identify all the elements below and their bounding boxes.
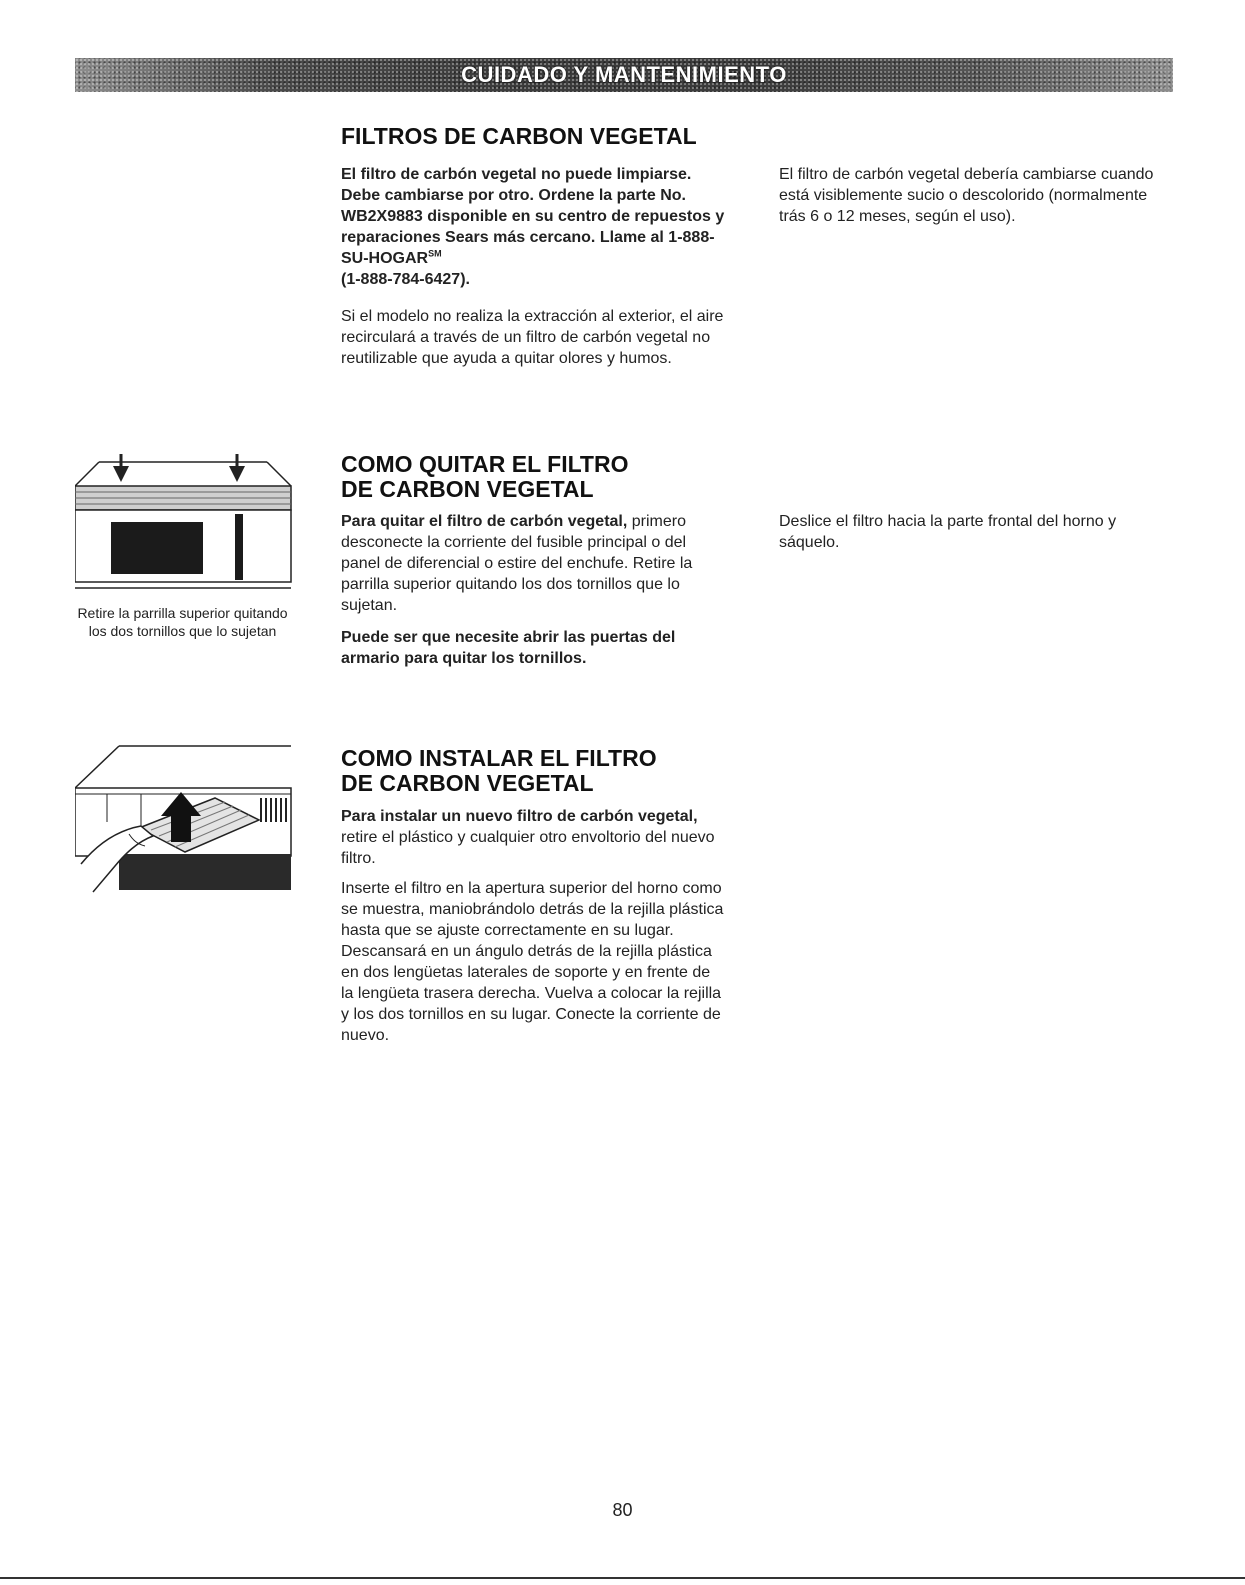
remove-grille-illustration xyxy=(75,452,297,598)
remove-filter-instructions: primero desconecte la corriente del fusible principal o del panel de diferencial o estire del enchufe. Retire la parrilla superior quitando los dos tornillos que lo sujetan. xyxy=(341,513,693,614)
filters-bold-text: El filtro de carbón vegetal no puede limpiarse. Debe cambiarse por otro. Ordene la parte No. WB2X9883 disponible en su centro de repuestos y reparaciones Sears más cercano. Llame al 1-888-SU-HOGAR xyxy=(341,166,725,267)
page-number: 80 xyxy=(612,1500,633,1520)
remove-filter-heading-line1: COMO QUITAR EL FILTRO xyxy=(341,451,629,477)
slide-filter-note: Deslice el filtro hacia la parte frontal del horno y sáquelo. xyxy=(779,513,1117,551)
filters-paragraph: Si el modelo no realiza la extracción al exterior, el aire recirculará a través de un filtro de carbón vegetal no reutilizable que ayuda a quitar olores y humos. xyxy=(341,308,724,367)
filters-phone-number: (1-888-784-6427). xyxy=(341,271,470,288)
remove-filter-cabinet-note: Puede ser que necesite abrir las puertas del armario para quitar los tornillos. xyxy=(341,629,676,667)
install-filter-heading xyxy=(341,746,761,796)
filters-replace-note: El filtro de carbón vegetal debería cambiarse cuando está visiblemente sucio o descolorido (normalmente trás 6 o 12 meses, según el uso). xyxy=(779,166,1154,225)
section-header-banner xyxy=(75,58,1173,92)
section-header-title: CUIDADO Y MANTENIMIENTO xyxy=(461,62,787,87)
service-mark: SM xyxy=(428,248,442,259)
install-filter-heading-line1: COMO INSTALAR EL FILTRO xyxy=(341,745,657,771)
install-filter-illustration xyxy=(75,742,297,900)
remove-filter-bold-lead: Para quitar el filtro de carbón vegetal, xyxy=(341,513,628,530)
filters-bold-paragraph xyxy=(341,164,726,290)
install-filter-instructions: Inserte el filtro en la apertura superior del horno como se muestra, maniobrándolo detrás de la rejilla plástica hasta que se ajuste correctamente en su lugar. Descansará en un ángulo detrás de la rejilla plástica en dos lengüetas laterales de soporte y en frente de la lengüeta trasera derecha. Vuelva a colocar la rejilla y los dos tornillos en su lugar. Conecte la corriente de nuevo. xyxy=(341,880,724,1044)
install-filter-paragraph xyxy=(341,806,716,869)
remove-filter-paragraph xyxy=(341,511,726,616)
install-filter-unwrap-text: retire el plástico y cualquier otro envoltorio del nuevo filtro. xyxy=(341,829,715,867)
remove-filter-heading-line2: DE CARBON VEGETAL xyxy=(341,476,594,502)
bottom-rule xyxy=(0,1577,1245,1579)
remove-filter-heading xyxy=(341,452,761,502)
install-filter-heading-line2: DE CARBON VEGETAL xyxy=(341,770,594,796)
filters-heading: FILTROS DE CARBON VEGETAL xyxy=(341,123,697,149)
remove-grille-caption: Retire la parrilla superior quitando los dos tornillos que lo sujetan xyxy=(77,605,288,639)
install-filter-bold-lead: Para instalar un nuevo filtro de carbón vegetal, xyxy=(341,808,698,825)
